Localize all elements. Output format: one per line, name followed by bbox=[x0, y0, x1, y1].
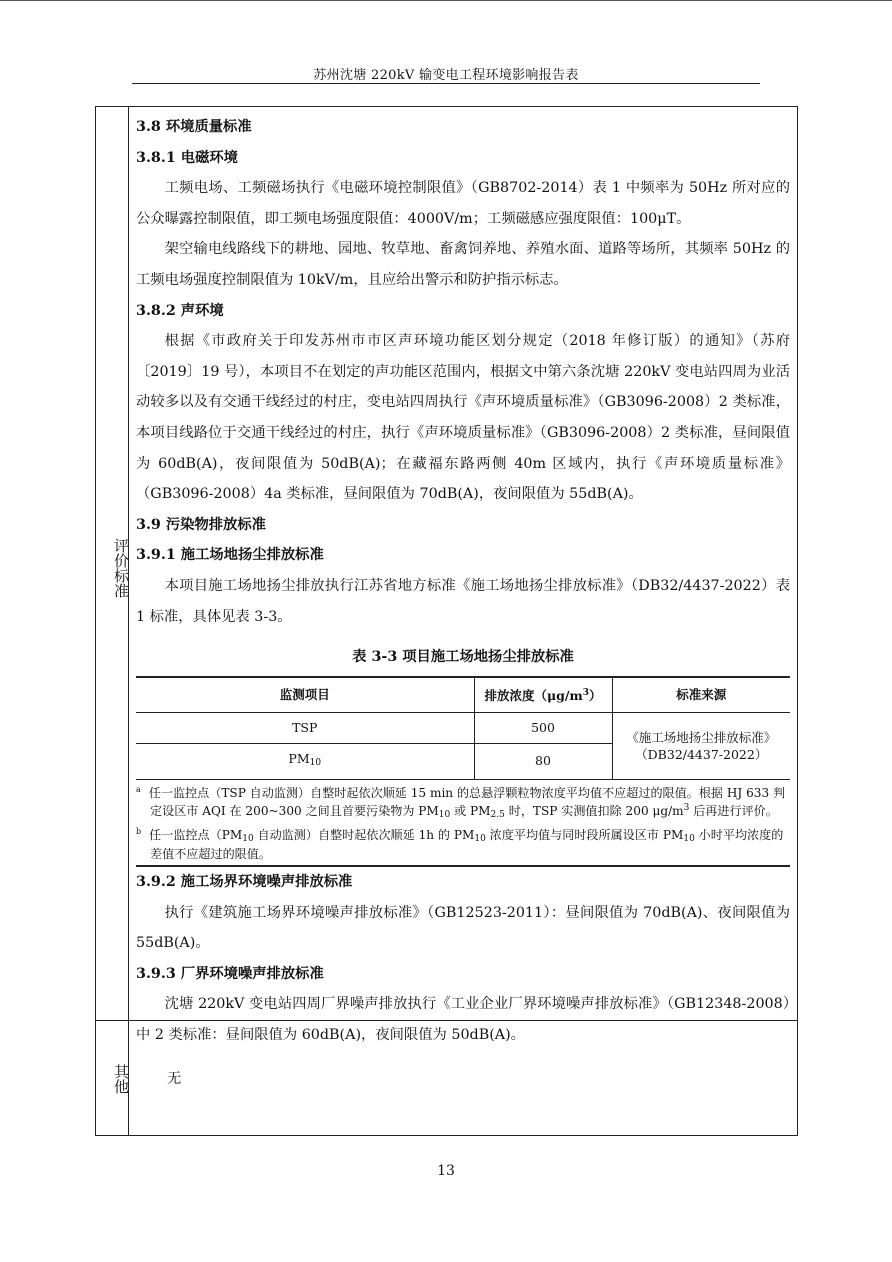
heading-3-8: 3.8 环境质量标准 bbox=[136, 119, 252, 135]
heading-3-8-1: 3.8.1 电磁环境 bbox=[136, 149, 238, 166]
table-header-row bbox=[136, 677, 790, 712]
label-column-divider bbox=[128, 107, 129, 1135]
dust-emission-table bbox=[136, 676, 790, 780]
table-cell-source: 《施工场地扬尘排放标准》（DB32/4437-2022） bbox=[612, 712, 790, 779]
table-cell-value: 500 bbox=[474, 712, 612, 744]
table-notes bbox=[136, 780, 790, 867]
heading-3-9: 3.9 污染物排放标准 bbox=[136, 516, 266, 533]
report-header-title: 苏州沈塘 220kV 输变电工程环境影响报告表 bbox=[313, 68, 579, 83]
page-top-border bbox=[0, 0, 892, 1]
table-header-concentration: 排放浓度$(\mu g/m^3)$ bbox=[474, 677, 612, 712]
table-cell-value: 80 bbox=[474, 744, 612, 780]
side-label-other: 其他 bbox=[112, 1064, 130, 1094]
header-rule bbox=[132, 83, 760, 84]
paragraph-dust-standard: 本项目施工场地扬尘排放执行江苏省地方标准《施工场地扬尘排放标准》（DB32/4437-2022）表 1 标准，具体见表 3-3。 bbox=[136, 577, 790, 625]
heading-3-8-2: 3.8.2 声环境 bbox=[136, 302, 224, 319]
table-cell-item: TSP bbox=[136, 712, 474, 744]
table-cell-item: $PM_{10}$ bbox=[136, 744, 474, 780]
table-header-source: 标准来源 bbox=[612, 677, 790, 712]
heading-3-9-3: 3.9.3 厂界环境噪声排放标准 bbox=[136, 965, 324, 982]
table-title: 表 3-3 项目施工场地扬尘排放标准 bbox=[352, 649, 574, 666]
paragraph-electromagnetic-limits: 工频电场、工频磁场执行《电磁环境控制限值》（GB8702-2014）表 1 中频率为 50Hz 所对应的公众曝露控制限值，即工频电场强度限值：4000V/m；工频磁感应强度限值：100μT。 bbox=[136, 180, 790, 227]
table-note-a: $^a$ 任一监控点（TSP 自动监测）自整时起依次顺延 15 min 的总悬浮颗粒物浓度平均值不应超过的限值。根据 HJ 633 判定设区市 AQI 在 200~300 之间且首要污染物为 $PM_{10}$ 或 $PM_{2.5}$ 时，TSP 实测值扣除 200 $\mu g/m^3$ 后再进行评价。 bbox=[136, 784, 786, 821]
table-note-b: $^b$ 任一监控点（$PM_{10}$ 自动监测）自整时起依次顺延 1h 的 $PM_{10}$ 浓度平均值与同时段所属设区市 $PM_{10}$ 小时平均浓度的差值不应超过的限值。 bbox=[136, 826, 784, 862]
table-row bbox=[136, 712, 790, 744]
heading-3-9-1: 3.9.1 施工场地扬尘排放标准 bbox=[136, 547, 324, 564]
paragraph-acoustic-environment: 根据《市政府关于印发苏州市市区声环境功能区划分规定（2018 年修订版）的通知》（苏府〔2019〕19 号），本项目不在划定的声功能区范围内，根据文中第六条沈塘 220kV 变电站四周为业活动较多以及有交通干线经过的村庄，变电站四周执行《声环境质量标准》（GB3096-2008）2 类标准，本项目线路位于交通干线经过的村庄，执行《声环境质量标准》（GB3096-2008）2 类标准，昼间限值为 60dB(A)，夜间限值为 50dB(A)；在藏福东路两侧 40m 区域内，执行《声环境质量标准》（GB3096-2008）4a 类标准，昼间限值为 70dB(A)，夜间限值为 55dB(A)。 bbox=[136, 333, 790, 503]
other-section-text: 无 bbox=[167, 1071, 182, 1087]
paragraph-overhead-line-limits: 架空输电线路线下的耕地、园地、牧草地、畜禽饲养地、养殖水面、道路等场所，其频率 50Hz 的工频电场强度控制限值为 10kV/m，且应给出警示和防护指示标志。 bbox=[136, 241, 790, 288]
table-header-item: 监测项目 bbox=[136, 677, 474, 712]
paragraph-boundary-noise: 沈塘 220kV 变电站四周厂界噪声排放执行《工业企业厂界环境噪声排放标准》（GB12348-2008）中 2 类标准：昼间限值为 60dB(A)，夜间限值为 50dB(A)。 bbox=[136, 996, 790, 1043]
page-number: 13 bbox=[437, 1163, 455, 1179]
evaluation-standard-content bbox=[136, 112, 790, 1051]
heading-3-9-2: 3.9.2 施工场界环境噪声排放标准 bbox=[136, 873, 353, 890]
paragraph-construction-noise: 执行《建筑施工场界环境噪声排放标准》（GB12523-2011）：昼间限值为 70dB(A)、夜间限值为 55dB(A)。 bbox=[136, 904, 790, 952]
side-label-evaluation-standard: 评价标准 bbox=[112, 538, 130, 598]
